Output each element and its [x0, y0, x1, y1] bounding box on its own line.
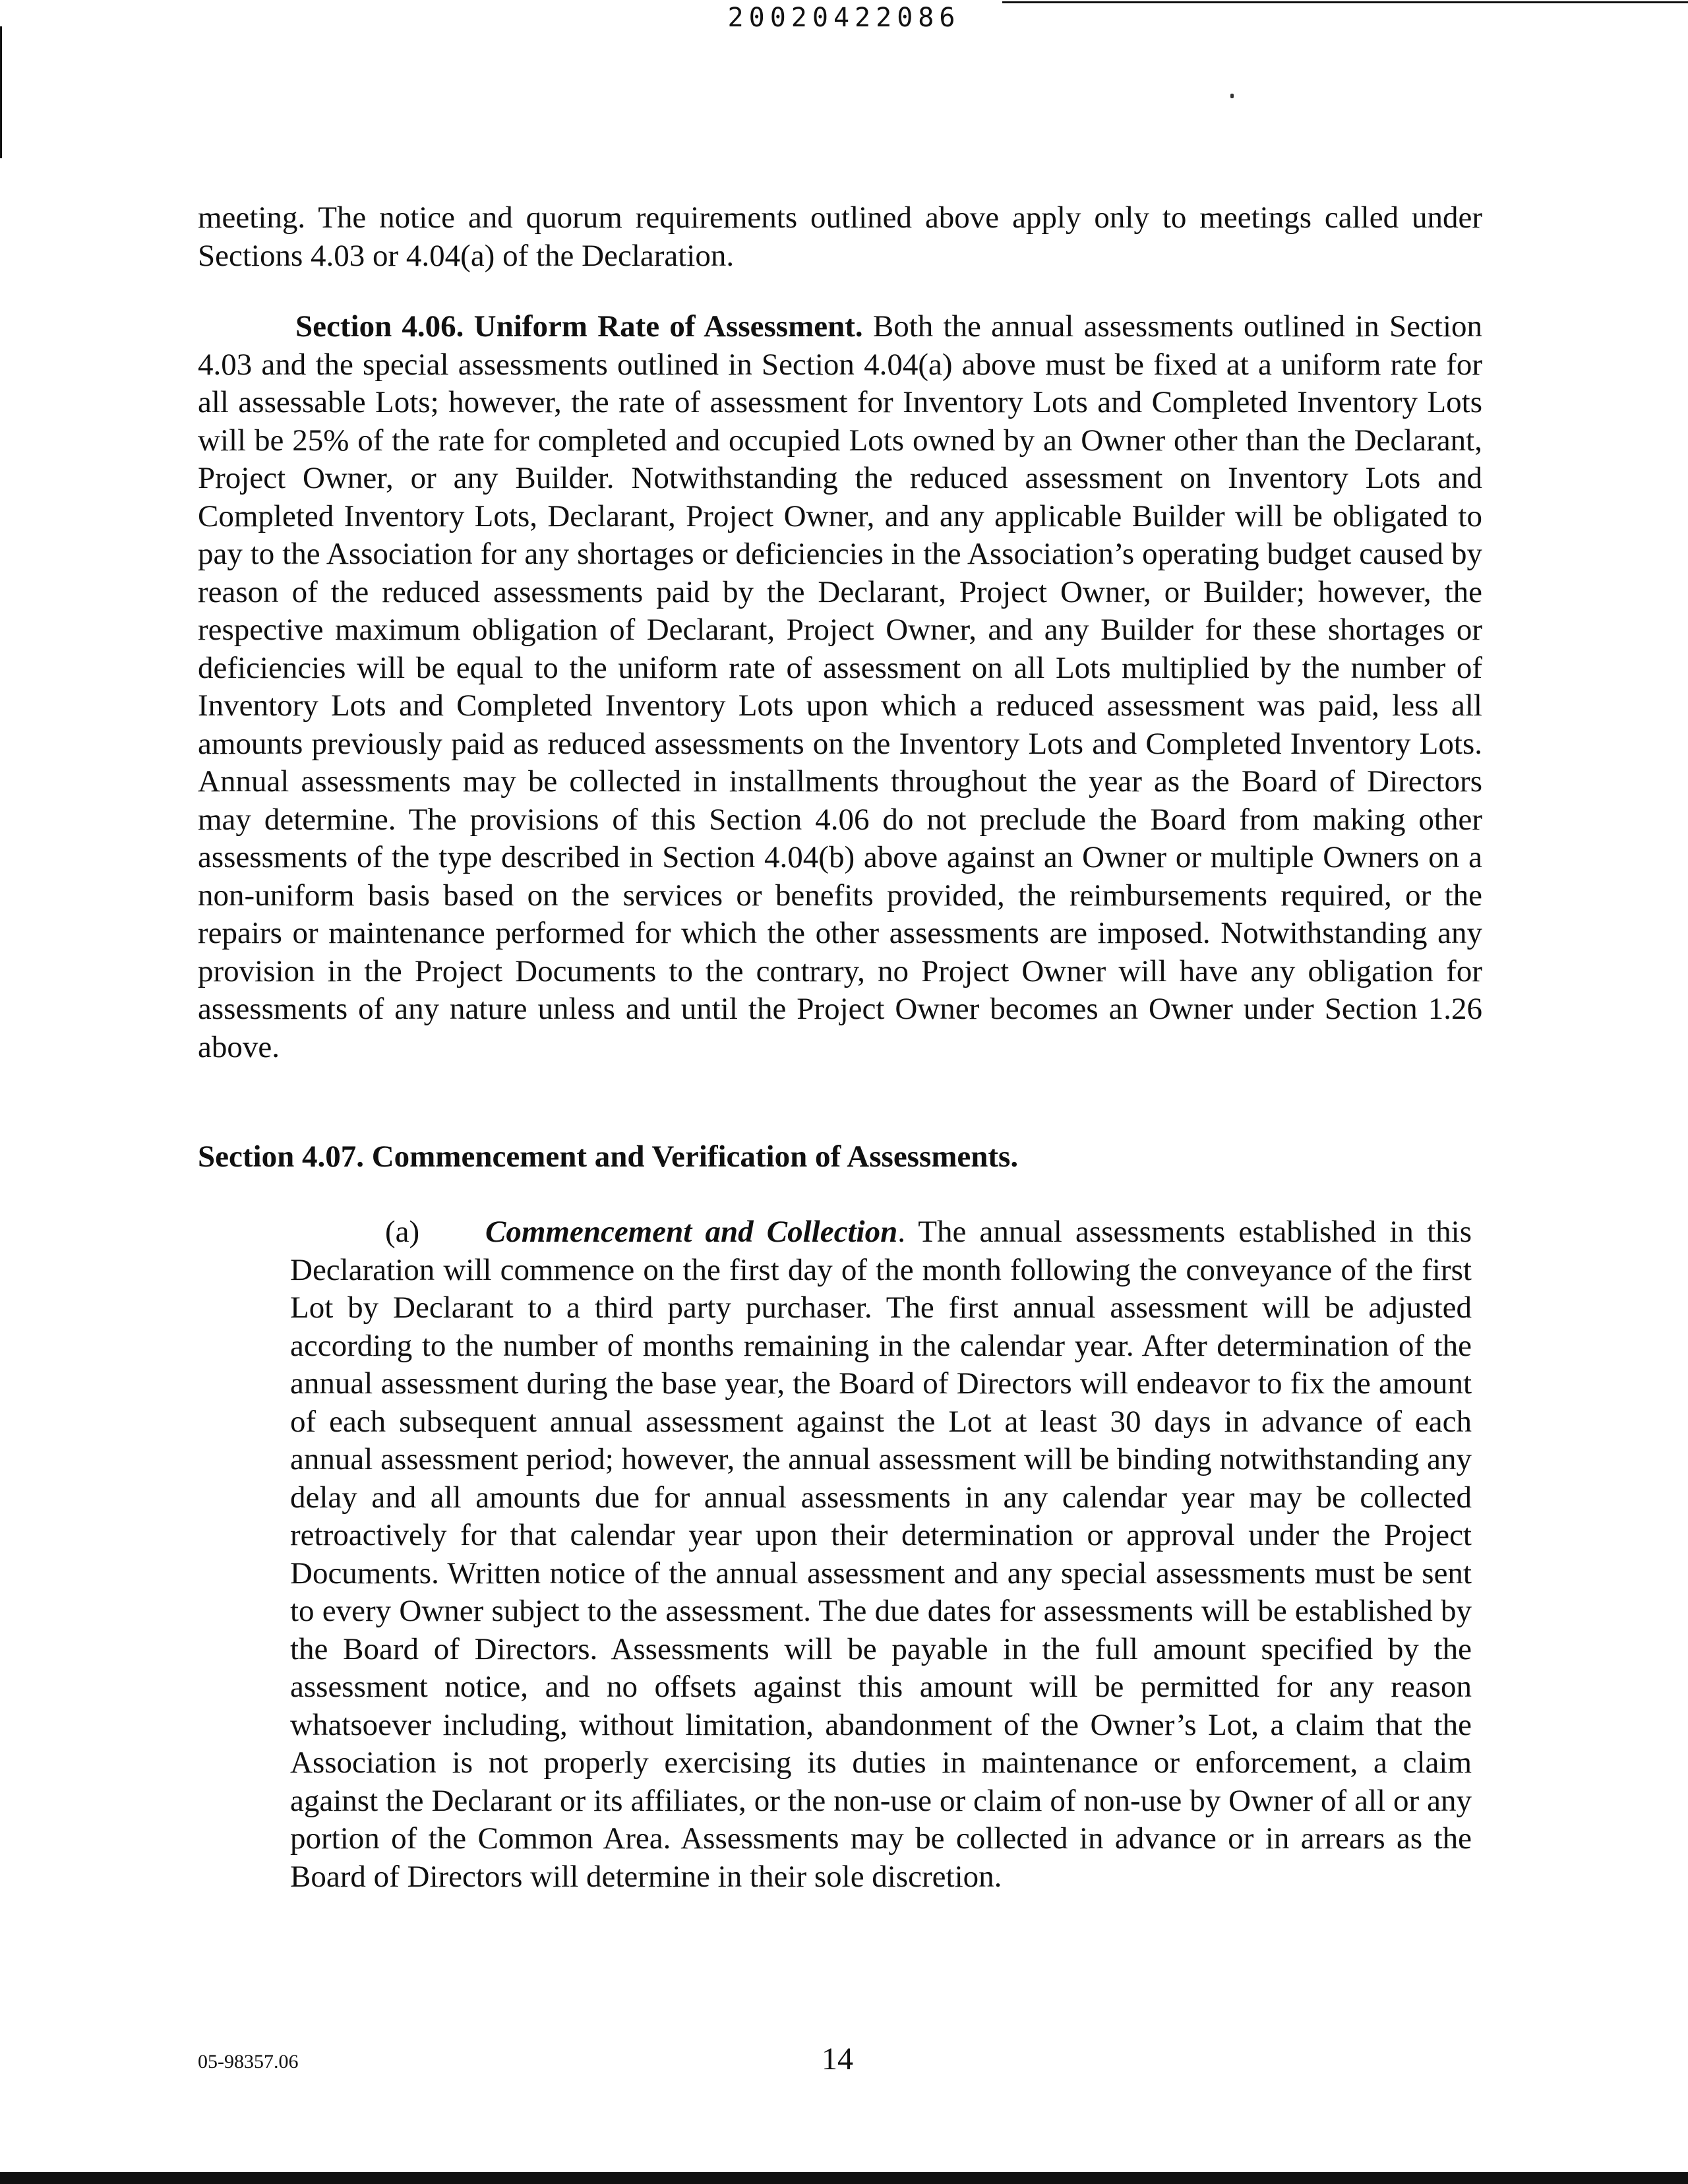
section-4-06-paragraph — [198, 308, 1482, 1066]
page-number: 14 — [822, 2042, 853, 2077]
subsection-body: The annual assessments established in this Declaration will commence on the first day of the month following the conveyance of the first Lot by Declarant to a third party purchaser. The first annual assessment will be adjusted according to the number of months remaining in the calendar year. After determination of the annual assessment during the base year, the Board of Directors will endeavor to fix the amount of each subsequent annual assessment against the Lot at least 30 days in advance of each annual assessment period; however, the annual assessment will be binding notwithstanding any delay and all amounts due for annual assessments in any calendar year may be collected retroactively for that calendar year upon their determination or approval under the Project Documents. Written notice of the annual assessment and any special assessments must be sent to every Owner subject to the assessment. The due dates for assessments will be established by the Board of Directors. Assessments will be payable in the full amount specified by the assessment notice, and no offsets against this amount will be permitted for any reason whatsoever including, without limitation, abandonment of the Owner’s Lot, a claim that the Association is not properly exercising its duties in maintenance or enforcement, a claim against the Declarant or its affiliates, or the non-use or claim of non-use by Owner of all or any portion of the Common Area. Assessments may be collected in advance or in arrears as the Board of Directors will determine in their sole discretion. — [290, 1215, 1472, 1894]
bottom-border-line — [0, 2172, 1688, 2184]
paragraph-meeting-continuation: meeting. The notice and quorum requirements outlined above apply only to meetings called under Sections 4.03 or 4.04(a) of the Declaration. — [198, 200, 1482, 273]
scan-speck — [1230, 94, 1234, 98]
footer-document-code: 05-98357.06 — [198, 2051, 299, 2073]
left-scan-edge — [0, 26, 2, 158]
document-id-stamp: 20020422086 — [727, 3, 961, 33]
section-4-07-subsection-a — [290, 1213, 1472, 1896]
section-4-06-body: Both the annual assessments outlined in Section 4.03 and the special assessments outlined in Section 4.04(a) above must be fixed at a uniform rate for all assessable Lots; however, the rate of assessment for Inventory Lots and Completed Inventory Lots will be 25% of the rate for completed and occupied Lots owned by an Owner other than the Declarant, Project Owner, or any Builder. Notwithstanding the reduced assessment on Inventory Lots and Completed Inventory Lots, Declarant, Project Owner, and any applicable Builder will be obligated to pay to the Association for any shortages or deficiencies in the Association’s operating budget caused by reason of the reduced assessments paid by the Declarant, Project Owner, or Builder; however, the respective maximum obligation of Declarant, Project Owner, and any Builder for these shortages or deficiencies will be equal to the uniform rate of assessment on all Lots multiplied by the number of Inventory Lots and Completed Inventory Lots upon which a reduced assessment was paid, less all amounts previously paid as reduced assessments on the Inventory Lots and Completed Inventory Lots. Annual assessments may be collected in installments throughout the year as the Board of Directors may determine. The provisions of this Section 4.06 do not preclude the Board from making other assessments of the type described in Section 4.04(b) above against an Owner or multiple Owners on a non-uniform basis based on the services or benefits provided, the reimbursements required, or the repairs or maintenance performed for which the other assessments are imposed. Notwithstanding any provision in the Project Documents to the contrary, no Project Owner will have any obligation for assessments of any nature unless and until the Project Owner becomes an Owner under Section 1.26 above. — [198, 309, 1482, 1064]
section-4-07-heading: Section 4.07. Commencement and Verification of Assessments. — [198, 1139, 1019, 1174]
subsection-label: (a) — [385, 1215, 420, 1249]
subsection-title-period: . — [897, 1215, 905, 1249]
section-4-06-heading: Section 4.06. Uniform Rate of Assessment. — [295, 309, 863, 344]
subsection-title: Commencement and Collection — [485, 1215, 898, 1249]
